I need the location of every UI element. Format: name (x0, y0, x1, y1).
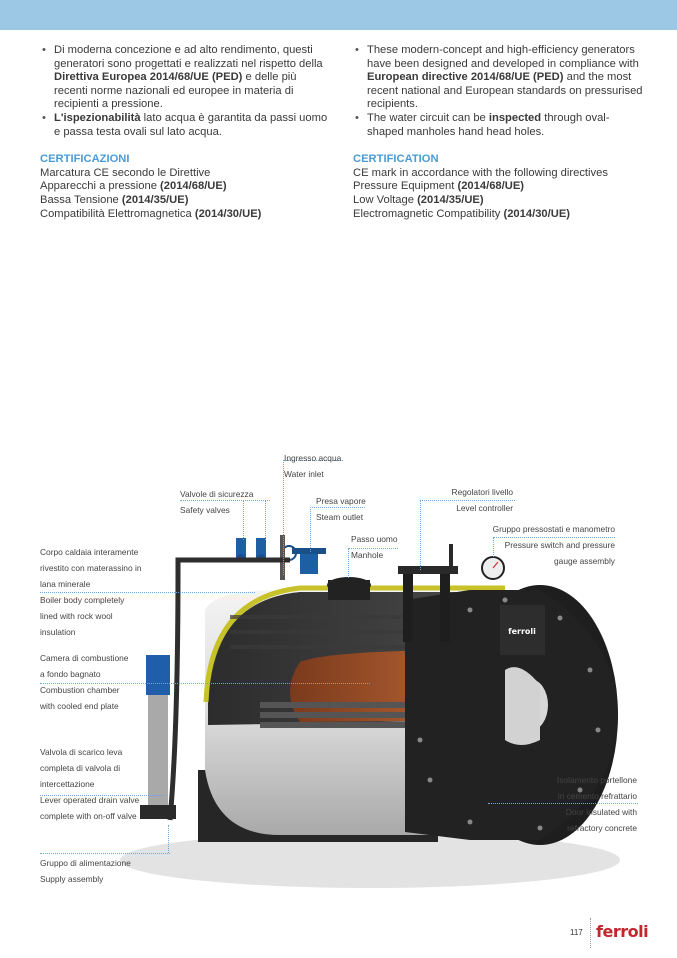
text-run: L'ispezionabilità (54, 111, 141, 124)
feature-list (40, 44, 330, 139)
text-run: Apparecchi a pressione (40, 180, 161, 193)
label-line: rivestito con materassino in (40, 563, 142, 573)
label-safety-valves (180, 486, 253, 518)
text-run: lato acqua è garantita da passi uomo e passa testa ovali sul lato acqua. (54, 111, 328, 138)
label-line: Combustion chamber (40, 685, 120, 695)
label-line: completa di valvola di (40, 763, 121, 773)
text-run: Direttiva Europea 2014/68/UE (PED) (54, 71, 243, 84)
label-line: Camera di combustione (40, 653, 129, 663)
label-line: Boiler body completely (40, 595, 125, 605)
label-line: insulation (40, 627, 76, 637)
label-line: refractory concrete (567, 823, 637, 833)
label-line: Pressure switch and pressure (504, 540, 615, 550)
label-drain-valve (40, 744, 139, 824)
cert-title: CERTIFICATION (353, 153, 439, 166)
label-water-inlet (284, 450, 341, 482)
text-run: (2014/30/UE) (194, 207, 262, 220)
label-line: Passo uomo (351, 534, 398, 544)
text-run: (2014/35/UE) (121, 193, 189, 206)
cert-title: CERTIFICAZIONI (40, 153, 130, 166)
header-band (0, 0, 677, 30)
text-run: e delle più recenti norme nazionali ed europee in materia di recipienti a pressione. (54, 71, 297, 111)
feature-item (353, 112, 643, 139)
label-line: with cooled end plate (40, 701, 119, 711)
label-line: Valvole di sicurezza (180, 489, 254, 499)
italian-column (40, 44, 330, 221)
boiler-diagram (0, 440, 677, 910)
text-run: Low Voltage (353, 193, 418, 206)
cert-line (353, 194, 643, 208)
leader-supply (168, 825, 169, 853)
text-run: The water circuit can be (367, 111, 489, 124)
cert-line (353, 167, 643, 181)
text-run: Marcatura CE secondo le Direttive (40, 166, 211, 179)
feature-item (353, 44, 643, 112)
cert-list (353, 167, 643, 221)
leader-steam (310, 507, 311, 552)
text-run: Bassa Tensione (40, 193, 122, 206)
label-supply-assembly (40, 855, 131, 887)
label-line: Corpo caldaia interamente (40, 547, 139, 557)
label-line: Presa vapore (316, 496, 366, 506)
label-line: Safety valves (180, 505, 230, 515)
boiler-brand-text: ferroli (508, 627, 536, 636)
label-line: lined with rock wool (40, 611, 113, 621)
label-line: in cemento refrattario (557, 791, 637, 801)
label-manhole (351, 531, 398, 563)
cert-list (40, 167, 330, 221)
label-line: Valvola di scarico leva (40, 747, 123, 757)
text-run: (2014/68/UE) (160, 180, 227, 193)
cert-line (40, 194, 330, 208)
cert-line (40, 208, 330, 222)
footer-divider (590, 918, 591, 948)
label-line: Isolamento portellone (556, 775, 637, 785)
label-line: Water inlet (284, 469, 324, 479)
text-run: (2014/68/UE) (457, 180, 525, 193)
label-line: Gruppo pressostati e manometro (492, 524, 615, 534)
label-line: Level controller (456, 503, 513, 513)
label-steam-outlet (316, 493, 366, 525)
cert-line (40, 180, 330, 194)
page-number: 117 (570, 928, 583, 937)
label-line: Supply assembly (40, 874, 104, 884)
leader-supply (40, 853, 170, 854)
text-run: (2014/30/UE) (503, 207, 571, 220)
label-line: Regolatori livello (451, 487, 513, 497)
text-run: (2014/35/UE) (417, 193, 484, 206)
ferroli-logo: ferroli (596, 922, 649, 941)
text-run: CE mark in accordance with the following directives (353, 166, 608, 179)
label-pressure-switch (493, 521, 615, 569)
label-line: gauge assembly (554, 556, 615, 566)
text-run: inspected (488, 111, 542, 124)
cert-line (40, 167, 330, 181)
label-line: Gruppo di alimentazione (40, 858, 131, 868)
feature-item (40, 112, 330, 139)
label-line: Manhole (351, 550, 384, 560)
label-line: lana minerale (40, 579, 91, 589)
text-run: Pressure Equipment (353, 180, 458, 193)
label-line: complete with on-off valve (40, 811, 137, 821)
leader-manhole (348, 548, 349, 578)
label-level-controller (452, 484, 513, 516)
label-combustion-chamber (40, 650, 128, 714)
text-run: Electromagnetic Compatibility (353, 207, 504, 220)
feature-item (40, 44, 330, 112)
text-run: Di moderna concezione e ad alto rendimento, questi generatori sono progettati e realizzati nel rispetto della (54, 44, 323, 70)
english-column (353, 44, 643, 221)
label-line: intercettazione (40, 779, 95, 789)
feature-list (353, 44, 643, 139)
leader-level (420, 500, 421, 570)
leader-safety (265, 500, 266, 540)
label-boiler-body (40, 544, 141, 640)
label-line: Ingresso acqua (284, 453, 342, 463)
text-run: These modern-concept and high-efficiency generators have been designed and developed in compliance with (367, 44, 639, 70)
label-line: Lever operated drain valve (40, 795, 140, 805)
cert-line (353, 180, 643, 194)
label-line: a fondo bagnato (40, 669, 101, 679)
text-run: through oval-shaped manholes hand head holes. (367, 111, 610, 138)
text-run: European directive 2014/68/UE (PED) (367, 71, 564, 84)
text-run: and the most recent national and European standards on pressurised recipients. (367, 71, 643, 111)
label-line: Steam outlet (316, 512, 364, 522)
label-line: Door insulated with (565, 807, 637, 817)
text-run: Compatibilità Elettromagnetica (40, 207, 195, 220)
cert-line (353, 208, 643, 222)
label-door-insulation (557, 772, 637, 836)
